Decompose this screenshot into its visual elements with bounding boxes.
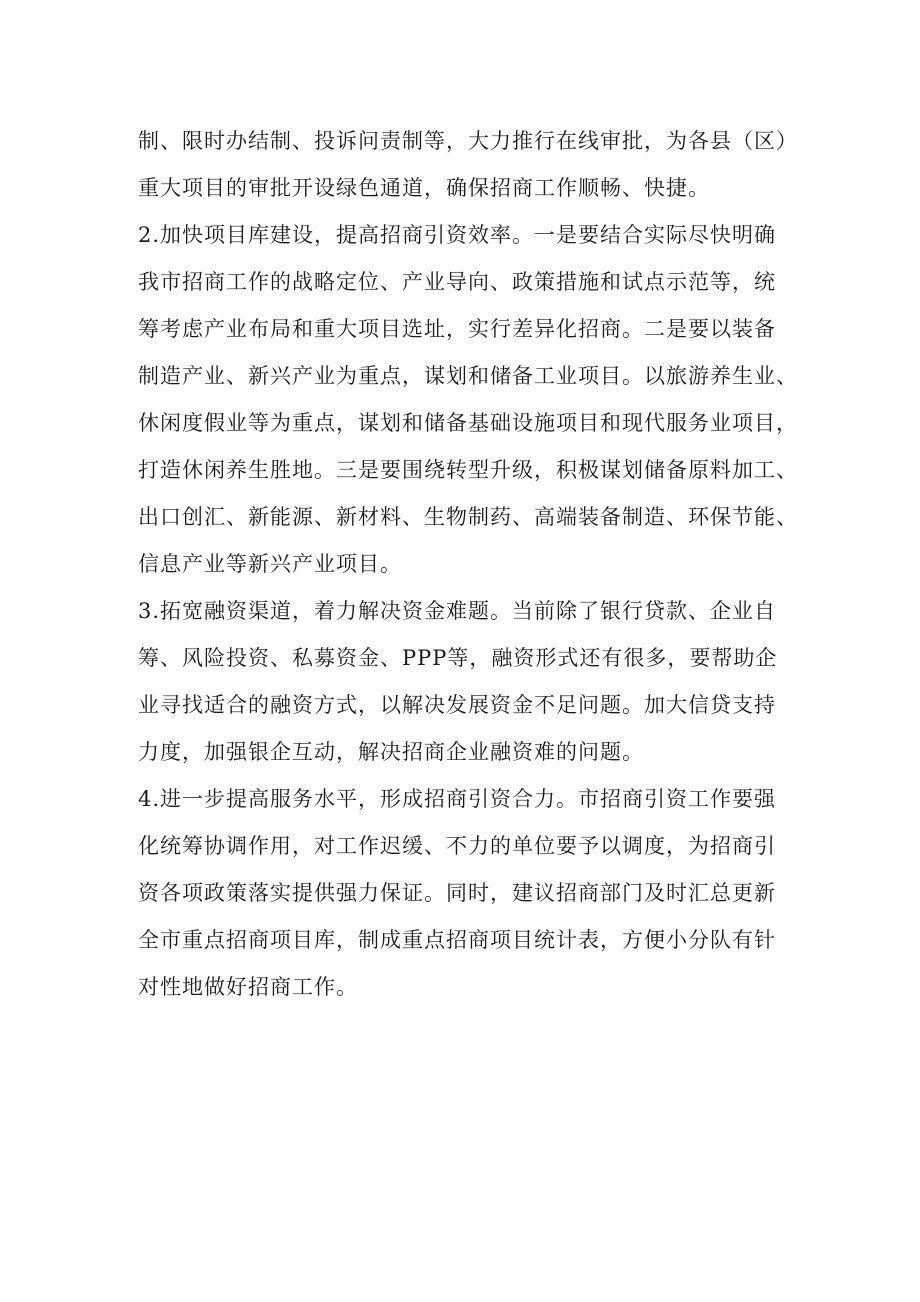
- text-line: 出口创汇、新能源、新材料、生物制药、高端装备制造、环保节能、: [138, 505, 798, 529]
- text-line: 休闲度假业等为重点，谋划和储备基础设施项目和现代服务业项目，: [138, 411, 798, 435]
- text-line: 重大项目的审批开设绿色通道，确保招商工作顺畅、快捷。: [138, 176, 710, 200]
- text-line: 业寻找适合的融资方式，以解决发展资金不足问题。加大信贷支持: [138, 693, 776, 717]
- text-line: 信息产业等新兴产业项目。: [138, 552, 402, 576]
- text-line: 4.进一步提高服务水平，形成招商引资合力。市招商引资工作要强: [138, 787, 777, 811]
- text-line: 2.加快项目库建设，提高招商引资效率。一是要结合实际尽快明确: [138, 223, 777, 247]
- text-line: 全市重点招商项目库，制成重点招商项目统计表，方便小分队有针: [138, 928, 776, 952]
- text-line: 对性地做好招商工作。: [138, 975, 358, 999]
- text-line: 3.拓宽融资渠道，着力解决资金难题。当前除了银行贷款、企业自: [138, 599, 777, 623]
- text-line: 力度，加强银企互动，解决招商企业融资难的问题。: [138, 740, 644, 764]
- body-text: [138, 118, 818, 1011]
- text-line: 制、限时办结制、投诉问责制等，大力推行在线审批，为各县（区）: [138, 129, 798, 153]
- text-line: 资各项政策落实提供强力保证。同时，建议招商部门及时汇总更新: [138, 881, 776, 905]
- text-line: 我市招商工作的战略定位、产业导向、政策措施和试点示范等，统: [138, 270, 776, 294]
- text-line: 打造休闲养生胜地。三是要围绕转型升级，积极谋划储备原料加工、: [138, 458, 798, 482]
- text-line: 筹、风险投资、私募资金、PPP等，融资形式还有很多，要帮助企: [138, 646, 778, 670]
- text-line: 制造产业、新兴产业为重点，谋划和储备工业项目。以旅游养生业、: [138, 364, 798, 388]
- text-line: 筹考虑产业布局和重大项目选址，实行差异化招商。二是要以装备: [138, 317, 776, 341]
- text-line: 化统筹协调作用，对工作迟缓、不力的单位要予以调度，为招商引: [138, 834, 776, 858]
